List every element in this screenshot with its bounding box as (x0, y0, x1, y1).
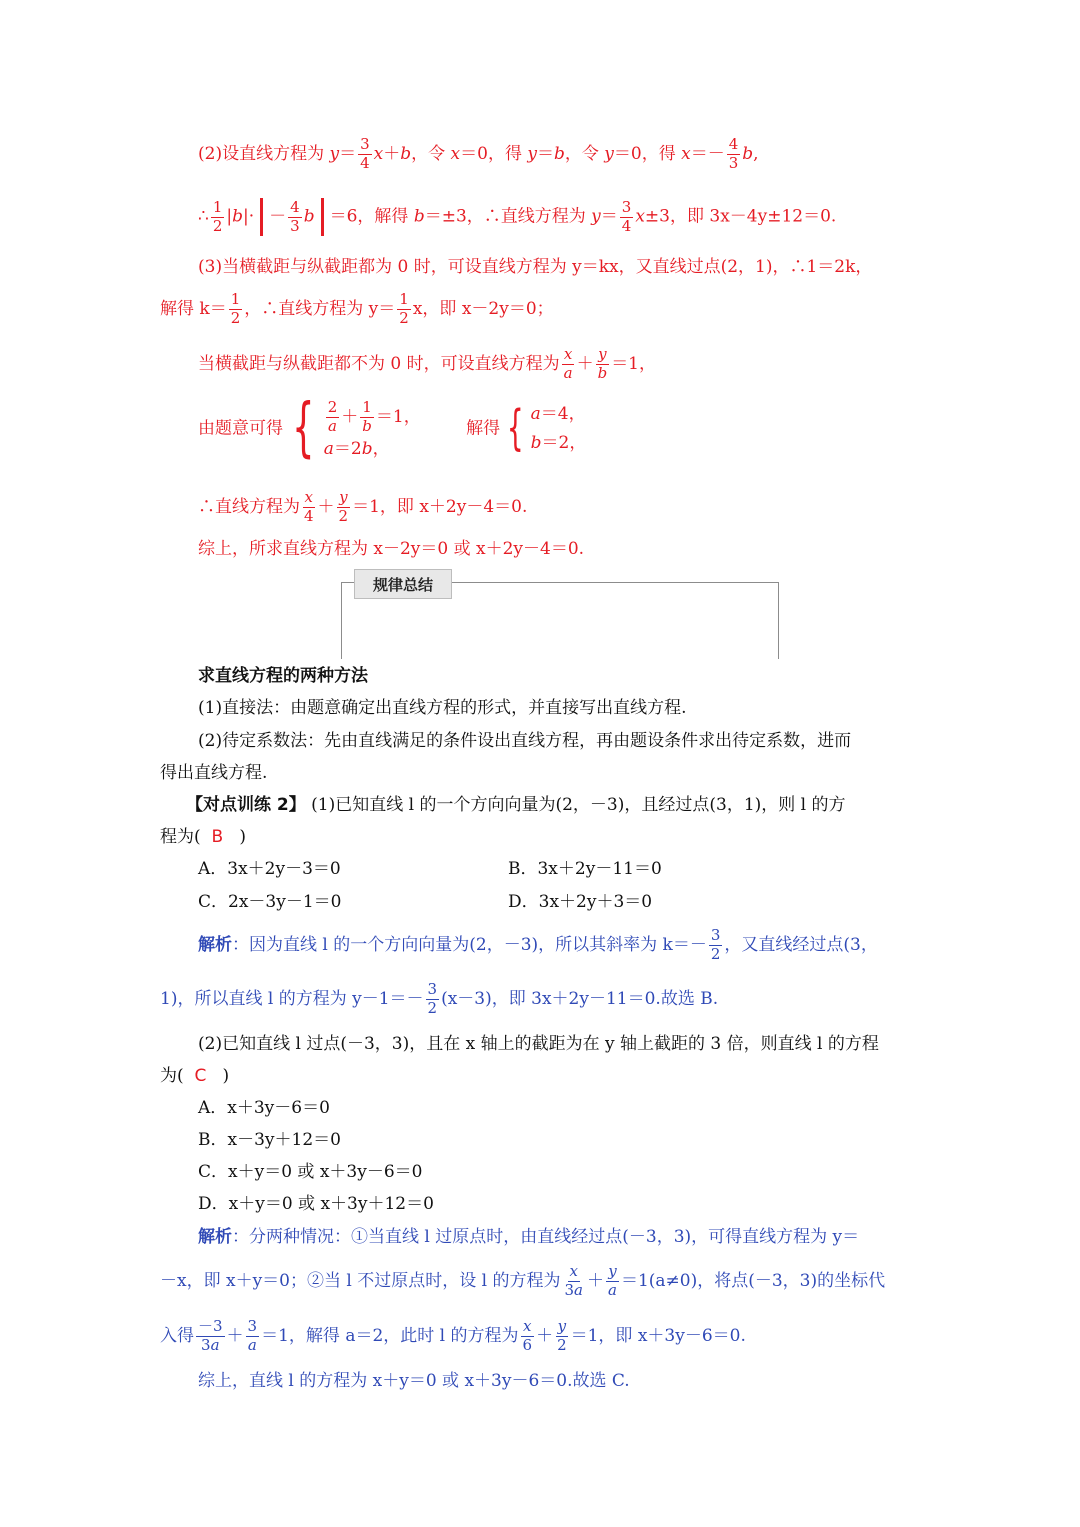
fraction: $\frac{3}{4}$ (360, 135, 370, 172)
text: 程为( (160, 827, 201, 847)
question-label: 【对点训练 2】 (186, 795, 306, 815)
question-1-line2 (160, 829, 246, 846)
text: x，即 x－2y＝0； (412, 298, 554, 319)
text: 为( (160, 1066, 184, 1086)
fraction: $\frac{4}{3}$ (290, 197, 300, 235)
option-A[interactable]: A．x＋3y－6＝0 (198, 1098, 330, 1118)
fraction: $\frac{3}{4}$ (621, 197, 632, 235)
fraction: $\frac{1}{2}$ (212, 197, 223, 235)
question-2-solution-line1 (198, 1229, 859, 1246)
fraction: $\frac{3}{2}$ (427, 980, 438, 1017)
text: (x－3)，即 3x＋2y－11＝0.故选 B. (441, 988, 719, 1009)
equation-solution: a＝4， b＝2， (530, 403, 587, 453)
question-2-solution-line3: 入得 $\frac{-3}{3a}$ ＋ $\frac{3}{a}$ ＝1，解得 a＝2，此时 l 的方程为 $\frac{x}{6}$ ＋ $\frac{y}{2}$ ＝1，即 x＋3y－6＝0. (160, 1317, 746, 1354)
option-C[interactable]: C．2x－3y－1＝0 (198, 892, 342, 912)
fraction: $\frac{4}{3}$ (728, 135, 739, 172)
solution-3-line1: (3)当横截距与纵截距都为 0 时，可设直线方程为 y＝kx，又直线过点(2，1)，∴1＝2k， (198, 257, 873, 277)
solution-2-line2: ∴ $\frac{1}{2}$ |b|· － $\frac{4}{3}$ b ＝6，解得 b＝±3，∴直线方程为 y＝ $\frac{3}{4}$ x±3，即 3x－4y±12＝0. (198, 197, 837, 235)
text: 由题意可得 (198, 418, 283, 439)
fraction: $\frac{1}{2}$ (230, 290, 241, 327)
answer-badge: B (211, 827, 224, 847)
question-2-line1: (2)已知直线 l 过点(－3，3)，且在 x 轴上的截距为在 y 轴上截距的 3 倍，则直线 l 的方程 (198, 1034, 879, 1054)
option-C[interactable]: C．x＋y＝0 或 x＋3y－6＝0 (198, 1162, 423, 1182)
solution-3-line6: 综上，所求直线方程为 x－2y＝0 或 x＋2y－4＝0. (198, 539, 585, 559)
question-1-line1 (186, 797, 846, 814)
text: 解得 (466, 418, 501, 439)
option-A[interactable]: A．3x＋2y－3＝0 (198, 859, 341, 879)
question-2-solution-line4: 综上，直线 l 的方程为 x＋y＝0 或 x＋3y－6＝0.故选 C. (198, 1371, 630, 1391)
summary-method-1: (1)直接法：由题意确定出直线方程的形式，并直接写出直线方程. (198, 698, 687, 718)
text: 令 (428, 143, 451, 164)
text: ∴直线方程为 (483, 206, 592, 227)
text: (2)设直线方程为 (198, 143, 330, 164)
text: (1)已知直线 l 的一个方向向量为(2，－3)，且经过点(3，1)，则 l 的方 (305, 795, 846, 815)
option-D[interactable]: D．3x＋2y＋3＝0 (508, 892, 653, 912)
text: 即 3x－4y±12＝0. (686, 206, 837, 227)
text: －x，即 x＋y＝0；②当 l 不过原点时，设 l 的方程为 (160, 1270, 561, 1291)
solution-label: 解析 (198, 934, 232, 955)
summary-method-2: (2)待定系数法：先由直线满足的条件设出直线方程，再由题设条件求出待定系数，进而 (198, 731, 852, 751)
fraction: $\frac{3}{a}$ (247, 1317, 258, 1354)
question-1-solution-line1 (198, 928, 878, 963)
fraction: $\frac{y}{2}$ (338, 488, 349, 525)
solution-3-line4: 由题意可得 { $\frac{2}{a}$ ＋ $\frac{1}{b}$ ＝1， a＝2b， 解得 { a＝4， b＝2， (198, 391, 587, 465)
text: ，又直线经过点(3， (724, 934, 878, 955)
solution-3-line5: ∴直线方程为 $\frac{x}{4}$ ＋ $\frac{y}{2}$ ＝1，即 x＋2y－4＝0. (198, 488, 528, 525)
text: 令 (581, 143, 605, 164)
text: ，∴直线方程为 y＝ (244, 298, 396, 319)
fraction: $\frac{3}{2}$ (710, 926, 721, 963)
fraction: $\frac{x}{6}$ (522, 1317, 533, 1354)
question-2-line2 (160, 1068, 229, 1085)
fraction: $\frac{x}{3a}$ (564, 1262, 583, 1299)
summary-tab: 规律总结 (354, 569, 452, 599)
text: ) (239, 827, 246, 847)
summary-method-2-cont: 得出直线方程. (160, 763, 268, 783)
solution-2-line1: (2)设直线方程为 y＝ $\frac{3}{4}$ x＋b，令 x＝0，得 y＝b，令 y＝0，得 x＝－ $\frac{4}{3}$ b, (198, 135, 759, 172)
text: ＝1，即 x＋2y－4＝0. (352, 496, 528, 517)
solution-label: 解析 (198, 1227, 232, 1247)
question-2-solution-line2: －x，即 x＋y＝0；②当 l 不过原点时，设 l 的方程为 $\frac{x}{3a}$ ＋ $\frac{y}{a}$ ＝1(a≠0)，将点(－3，3)的坐标代 (160, 1262, 886, 1299)
text: ＝1，即 x＋3y－6＝0. (570, 1325, 746, 1346)
equation-system: $\frac{2}{a}$ ＋ $\frac{1}{b}$ ＝1， a＝2b， (323, 398, 421, 459)
text: 解得 k＝ (160, 298, 227, 319)
text: ，解得 (357, 206, 414, 227)
text: ∴直线方程为 (198, 496, 300, 517)
text: ：因为直线 l 的一个方向向量为(2，－3)，所以其斜率为 k＝－ (232, 934, 707, 955)
text: ＝1，解得 a＝2，此时 l 的方程为 (261, 1325, 519, 1346)
fraction: $\frac{y}{b}$ (597, 345, 608, 382)
fraction: $\frac{y}{2}$ (557, 1317, 567, 1354)
text: ) (222, 1066, 230, 1086)
fraction: $\frac{y}{a}$ (608, 1262, 617, 1299)
option-D[interactable]: D．x＋y＝0 或 x＋3y＋12＝0 (198, 1194, 434, 1214)
fraction: $\frac{x}{a}$ (563, 345, 573, 382)
text: ＝1， (611, 353, 657, 374)
text: ：分两种情况：①当直线 l 过原点时，由直线经过点(－3，3)，可得直线方程为 y＝ (232, 1227, 860, 1247)
solution-3-line2 (160, 292, 554, 327)
text: 当横截距与纵截距都不为 0 时，可设直线方程为 (198, 353, 560, 374)
fraction: $\frac{-3}{3a}$ (198, 1317, 223, 1354)
fraction: $\frac{x}{4}$ (304, 488, 314, 525)
solution-3-line3: 当横截距与纵截距都不为 0 时，可设直线方程为 $\frac{x}{a}$ ＋ $\frac{y}{b}$ ＝1， (198, 345, 657, 382)
answer-badge: C (194, 1066, 207, 1086)
question-1-solution-line2 (160, 982, 718, 1017)
text: 得 (504, 143, 528, 164)
text: ＝1(a≠0)，将点(－3，3)的坐标代 (620, 1270, 886, 1291)
option-B[interactable]: B．x－3y＋12＝0 (198, 1130, 341, 1150)
text: 入得 (160, 1325, 194, 1346)
option-B[interactable]: B．3x＋2y－11＝0 (508, 859, 662, 879)
text: 1)，所以直线 l 的方程为 y－1＝－ (160, 988, 424, 1009)
fraction: $\frac{1}{2}$ (399, 290, 409, 327)
text: 得 (658, 143, 682, 164)
summary-heading: 求直线方程的两种方法 (198, 666, 368, 686)
